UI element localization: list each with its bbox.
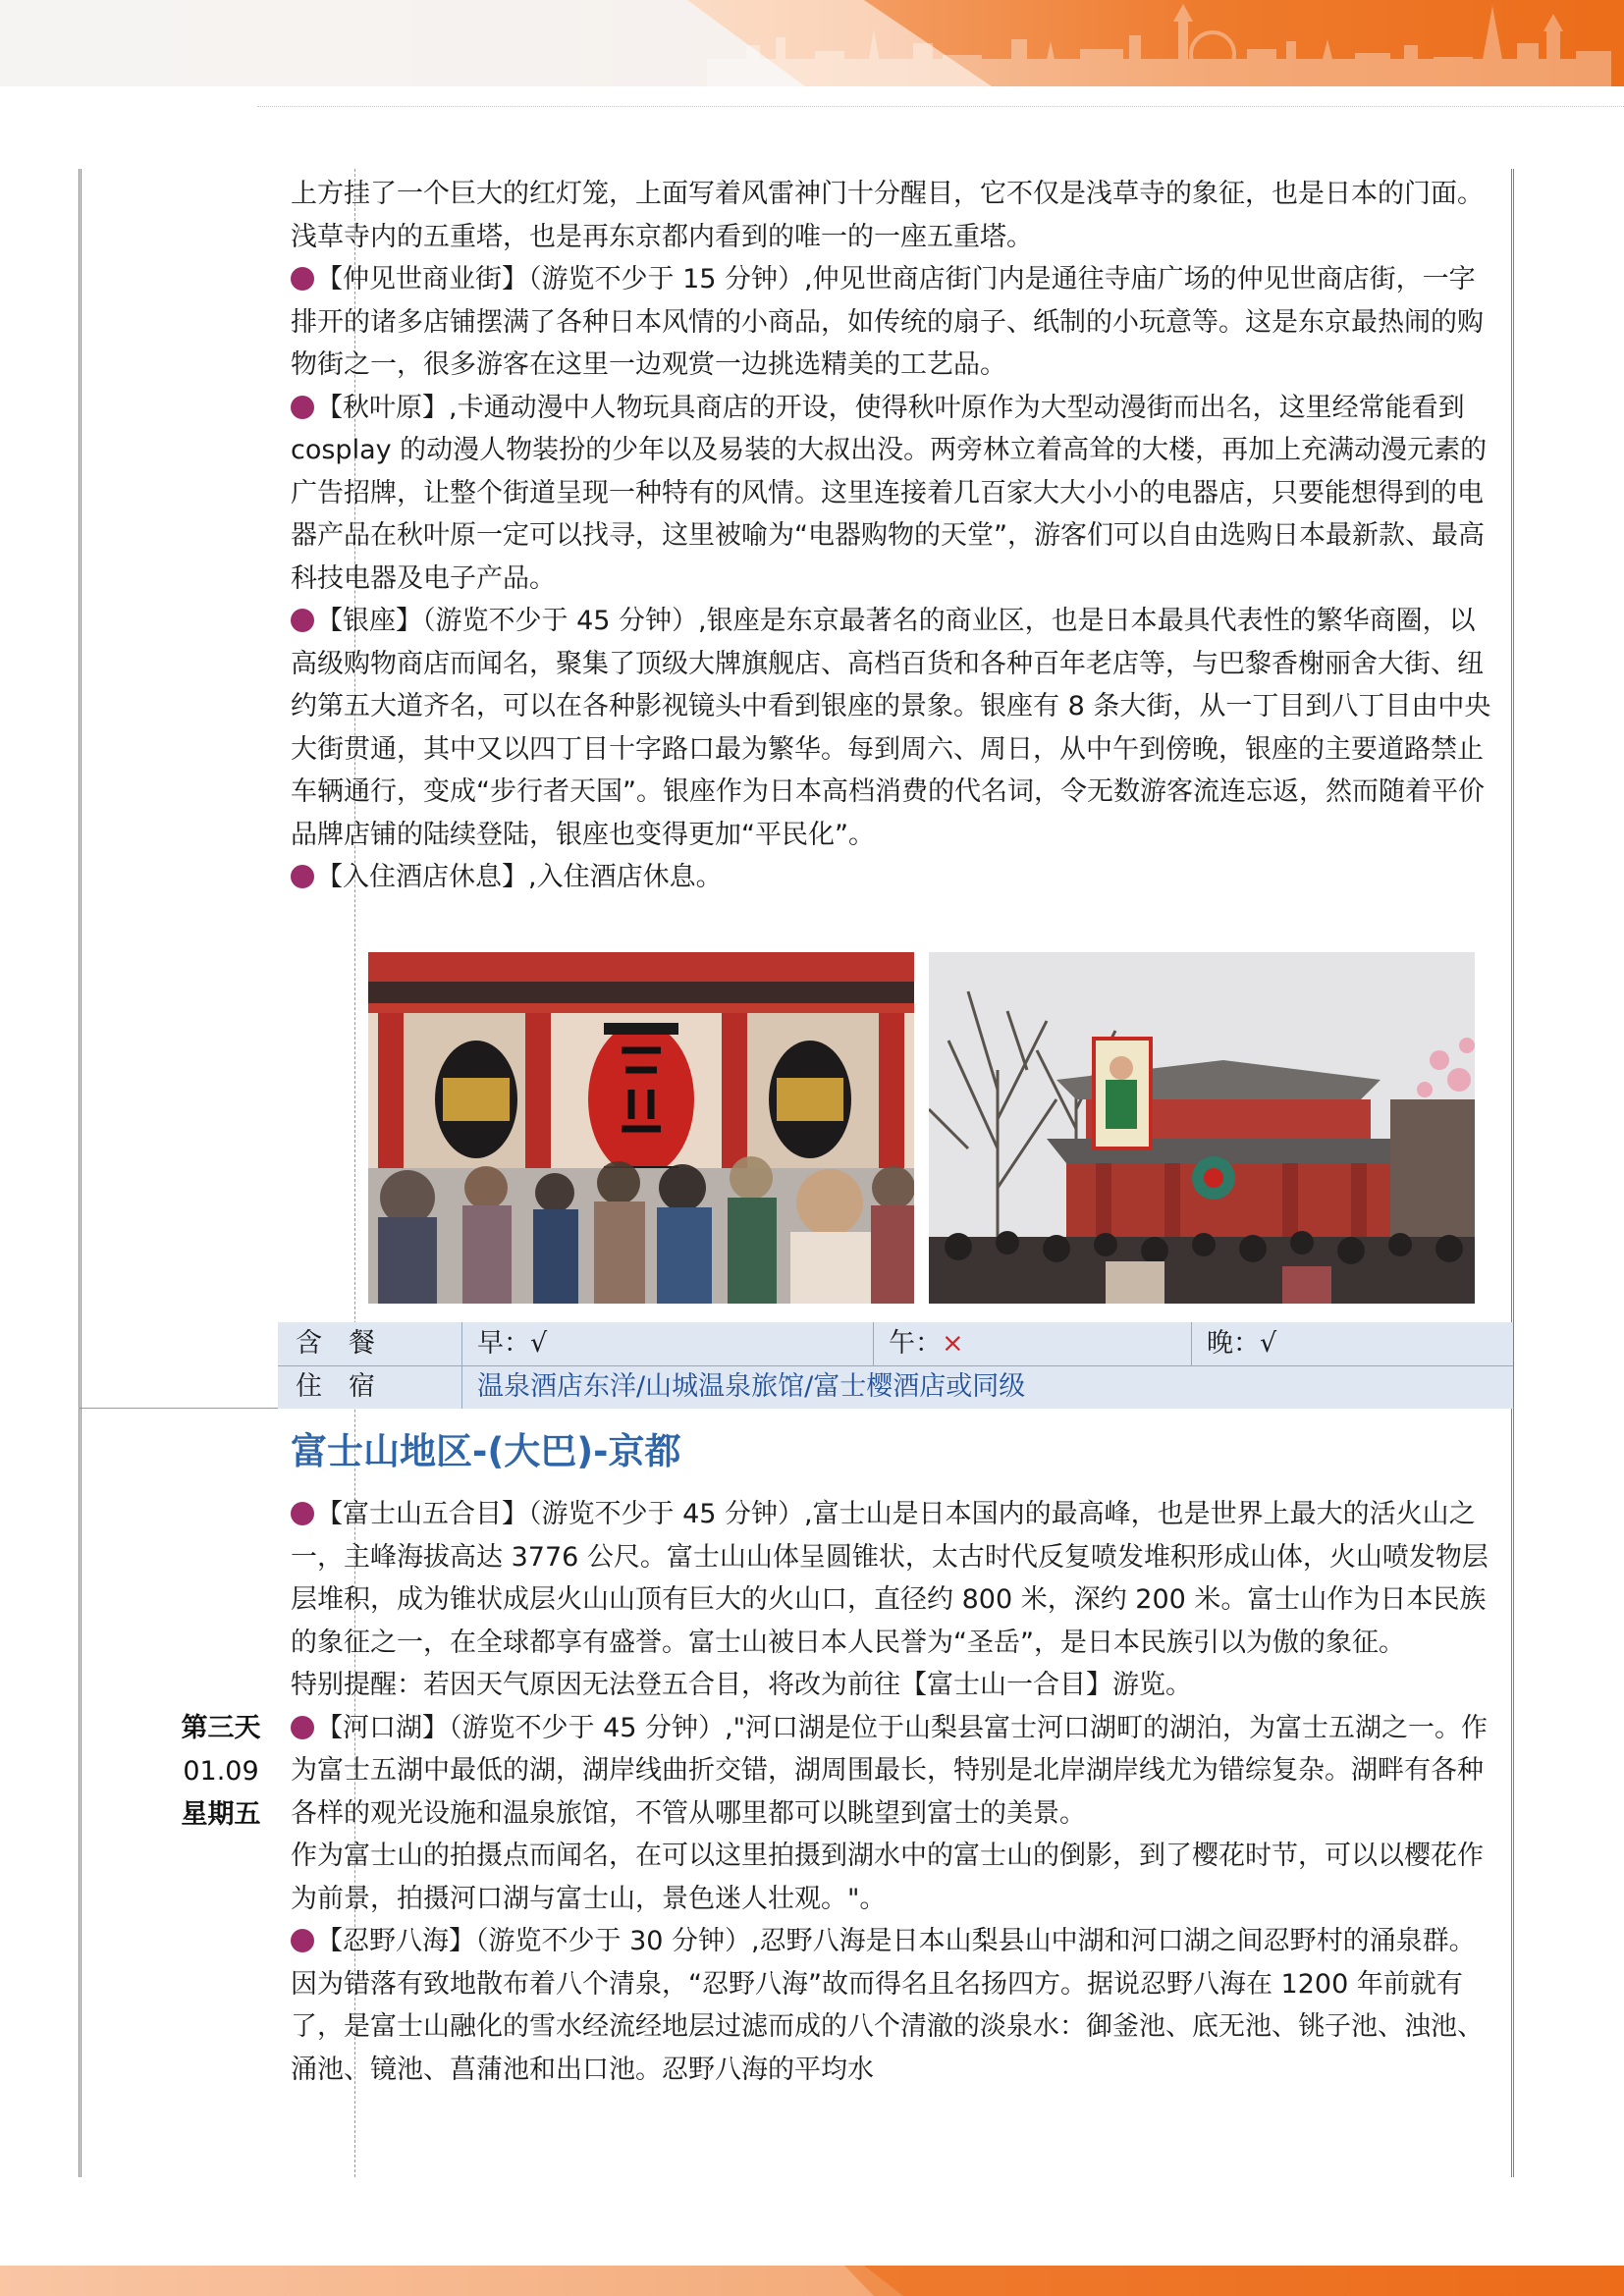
breakfast-value: 早：√ xyxy=(477,1328,548,1359)
footer-decoration xyxy=(0,2266,1624,2296)
table-right-border xyxy=(1507,169,1514,2177)
paragraph-text: 特别提醒：若因天气原因无法登五合目，将改为前往【富士山一合目】游览。 xyxy=(291,1670,1192,1700)
paragraph xyxy=(291,1920,1498,2091)
paragraph xyxy=(291,1493,1498,1664)
paragraph xyxy=(291,258,1498,387)
paragraph xyxy=(291,1707,1498,1836)
city-skyline-decoration xyxy=(0,0,1624,86)
paragraph-text: 【忍野八海】（游览不少于 30 分钟）,忍野八海是日本山梨县山中湖和河口湖之间忍野村的涌泉群。因为错落有致地散布着八个清泉，“忍野八海”故而得名且名扬四方。据说忍野八海在 1200 年前就有了，是富士山融化的雪水经流经地层过滤而成的八个清澈的淡泉水：御釜池、底无池、铫子池、浊池、涌池、镜池、菖蒲池和出口池。忍野八海的平均水 xyxy=(291,1926,1484,2085)
table-left-border xyxy=(79,169,85,2177)
lunch-label: 午： xyxy=(889,1328,942,1359)
table-column-divider xyxy=(873,1322,874,1365)
paragraph-text: 【秋叶原】,卡通动漫中人物玩具商店的开设，使得秋叶原作为大型动漫街而出名，这里经常能看到 cosplay 的动漫人物装扮的少年以及易装的大叔出没。两旁林立着高耸的大楼，再加上充满动漫元素的广告招牌，让整个街道呈现一种特有的风情。这里连接着几百家大大小小的电器店，只要能想得到的电器产品在秋叶原一定可以找寻，这里被喻为“电器购物的天堂”，游客们可以自由选购日本最新款、最高科技电器及电子产品。 xyxy=(291,392,1488,594)
lodging-value: 温泉酒店东洋/山城温泉旅馆/富士樱酒店或同级 xyxy=(477,1371,1026,1402)
lodging-label: 住 宿 xyxy=(296,1371,375,1402)
lunch-value xyxy=(889,1322,964,1365)
paragraph-text: 上方挂了一个巨大的红灯笼，上面写着风雷神门十分醒目，它不仅是浅草寺的象征，也是日本的门面。浅草寺内的五重塔，也是再东京都内看到的唯一的一座五重塔。 xyxy=(291,179,1484,252)
header-dotted-rule xyxy=(257,106,1624,107)
paragraph xyxy=(291,856,1498,899)
paragraph xyxy=(291,1664,1498,1707)
paragraph xyxy=(291,1835,1498,1920)
bullet-dot-icon xyxy=(291,267,314,291)
paragraph xyxy=(291,173,1498,258)
paragraph-text: 【银座】（游览不少于 45 分钟）,银座是东京最著名的商业区，也是日本最具代表性的繁华商圈，以高级购物商店而闻名，聚集了顶级大牌旗舰店、高档百货和各种百年老店等，与巴黎香榭丽舍大街、纽约第五大道齐名，可以在各种影视镜头中看到银座的景象。银座有 8 条大街，从一丁目到八丁目由中央大街贯通，其中又以四丁目十字路口最为繁华。每到周六、周日，从中午到傍晚，银座的主要道路禁止车辆通行，变成“步行者天国”。银座作为日本高档消费的代名词，令无数游客流连忘返，然而随着平价品牌店铺的陆续登陆，银座也变得更加“平民化”。 xyxy=(291,606,1491,850)
kaminarimon-photo xyxy=(368,952,914,1304)
paragraph-text: 【富士山五合目】（游览不少于 45 分钟）,富士山是日本国内的最高峰，也是世界上最大的活火山之一，主峰海拔高达 3776 公尺。富士山山体呈圆锥状，太古时代反复喷发堆积形成山体，火山喷发物层层堆积，成为锥状成层火山山顶有巨大的火山口，直径约 800 米，深约 200 米。富士山作为日本民族的象征之一，在全球都享有盛誉。富士山被日本人民誉为“圣岳”，是日本民族引以为傲的象征。 xyxy=(291,1499,1489,1658)
day-route-title: 富士山地区-(大巴)-京都 xyxy=(291,1430,681,1472)
page-footer-band xyxy=(0,2266,1624,2296)
paragraph xyxy=(291,600,1498,856)
day-weekday: 星期五 xyxy=(181,1799,261,1830)
bullet-dot-icon xyxy=(291,1929,314,1952)
day-number: 第三天 xyxy=(181,1713,261,1743)
paragraph-text: 【仲见世商业街】（游览不少于 15 分钟）,仲见世商店街门内是通往寺庙广场的仲见世商店街，一字排开的诸多店铺摆满了各种日本风情的小商品，如传统的扇子、纸制的小玩意等。这是东京最热闹的购物街之一，很多游客在这里一边观赏一边挑选精美的工艺品。 xyxy=(291,264,1484,380)
meals-label: 含 餐 xyxy=(296,1328,375,1359)
sensoji-temple-photo xyxy=(929,952,1475,1304)
day-date: 01.09 xyxy=(183,1756,259,1787)
bullet-dot-icon xyxy=(291,609,314,632)
bullet-dot-icon xyxy=(291,865,314,888)
paragraph-text: 【入住酒店休息】,入住酒店休息。 xyxy=(316,862,723,892)
bullet-dot-icon xyxy=(291,1716,314,1739)
paragraph-text: 【河口湖】（游览不少于 45 分钟）,"河口湖是位于山梨县富士河口湖町的湖泊，为富士五湖之一。作为富士五湖中最低的湖，湖岸线曲折交错，湖周围最长，特别是北岸湖岸线尤为错综复杂。湖畔有各种各样的观光设施和温泉旅馆，不管从哪里都可以眺望到富士的美景。 xyxy=(291,1712,1489,1829)
paragraph-text: 作为富士山的拍摄点而闻名，在可以这里拍摄到湖水中的富士山的倒影，到了樱花时节，可以以樱花作为前景，拍摄河口湖与富士山，景色迷人壮观。"。 xyxy=(291,1841,1484,1914)
day2-description xyxy=(291,173,1498,899)
paragraph xyxy=(291,387,1498,601)
table-column-divider xyxy=(461,1322,462,1409)
bullet-dot-icon xyxy=(291,1502,314,1525)
meals-lodging-table xyxy=(278,1322,1513,1409)
page-header-band xyxy=(0,0,1624,86)
day3-description xyxy=(291,1493,1498,2091)
cross-mark-icon: × xyxy=(942,1328,964,1359)
table-column-divider xyxy=(1191,1322,1192,1365)
bullet-dot-icon xyxy=(291,396,314,419)
dinner-value: 晚：√ xyxy=(1207,1328,1277,1359)
